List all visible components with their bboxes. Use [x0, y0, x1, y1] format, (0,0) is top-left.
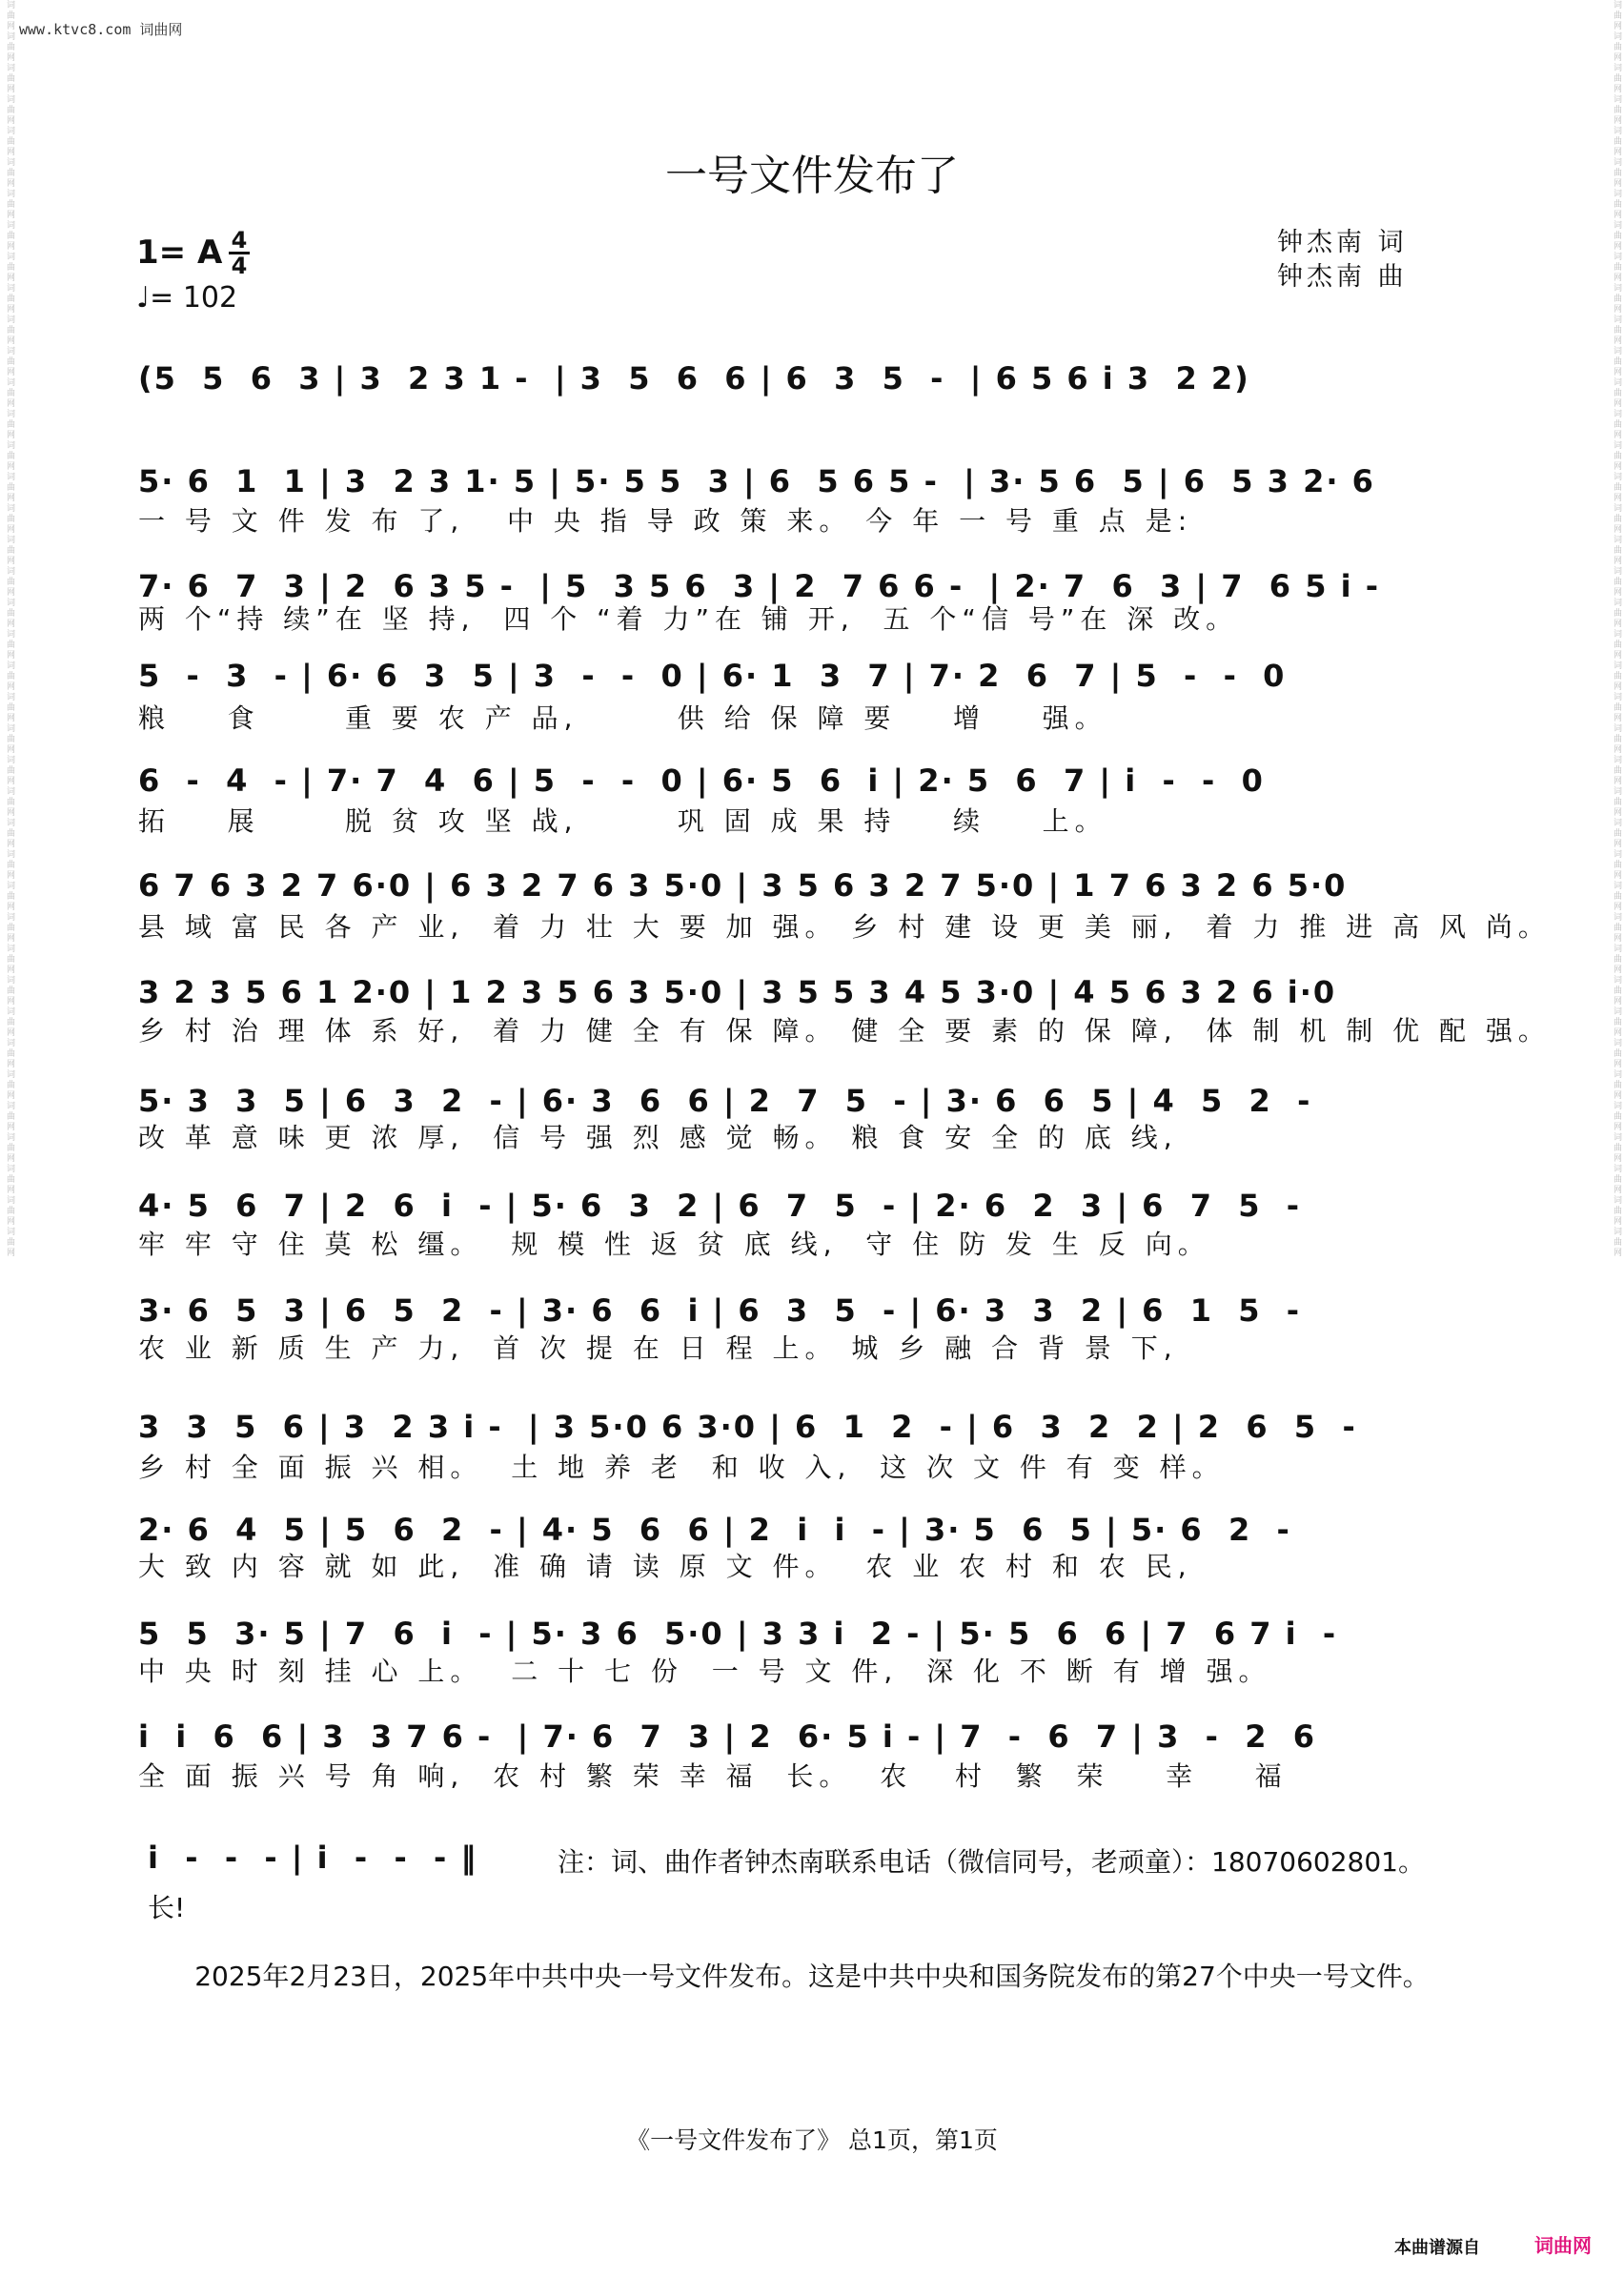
lyric-row: 改 革 意 味 更 浓 厚, 信 号 强 烈 感 觉 畅。 粮 食 安 全 的 底 线,: [138, 1122, 1178, 1153]
tail-lyric: 长!: [148, 1892, 186, 1923]
lyricist-credit: 钟杰南 词: [1277, 228, 1408, 257]
lyric-row: 一 号 文 件 发 布 了, 中 央 指 导 政 策 来。 今 年 一 号 重 点 是:: [138, 505, 1193, 537]
notation-row: 6 7 6 3 2 7 6·0 | 6 3 2 7 6 3 5·0 | 3 5 6 3 2 7 5·0 | 1 7 6 3 2 6 5·0: [138, 867, 1348, 904]
time-signature: [229, 229, 250, 277]
page-footer: 《一号文件发布了》 总1页，第1页: [626, 2126, 998, 2154]
lyric-row: 乡 村 治 理 体 系 好, 着 力 健 全 有 保 障。 健 全 要 素 的 保 障, 体 制 机 制 优 配 强。: [138, 1015, 1551, 1047]
tempo-marking: ♩= 102: [136, 281, 238, 315]
notation-row: (5 5 6 3 | 3 2 3 1 - | 3 5 6 6 | 6 3 5 - | 6 5 6 i 3 2 2): [138, 360, 1250, 396]
lyric-row: 农 业 新 质 生 产 力, 首 次 提 在 日 程 上。 城 乡 融 合 背 景 下,: [138, 1332, 1178, 1364]
lyric-row: 全 面 振 兴 号 角 响, 农 村 繁 荣 幸 福 长。 农 村 繁 荣 幸 福: [138, 1760, 1288, 1792]
source-badge-label: 本曲谱源自: [1394, 2238, 1480, 2258]
contact-note: 注：词、曲作者钟杰南联系电话（微信同号，老顽童）：18070602801。: [558, 1846, 1425, 1878]
lyric-row: 两 个“持 续”在 坚 持, 四 个 “着 力”在 铺 开, 五 个“信 号”在 深 改。: [138, 603, 1239, 635]
notation-row: 3 3 5 6 | 3 2 3 i - | 3 5·0 6 3·0 | 6 1 2 - | 6 3 2 2 | 2 6 5 -: [138, 1409, 1357, 1445]
caption-text: 2025年2月23日，2025年中共中央一号文件发布。这是中共中央和国务院发布的第27个中央一号文件。: [194, 1961, 1430, 1992]
notation-row: 3· 6 5 3 | 6 5 2 - | 3· 6 6 i | 6 3 5 - | 6· 3 3 2 | 6 1 5 -: [138, 1292, 1302, 1329]
notation-row: 7· 6 7 3 | 2 6 3 5 - | 5 3 5 6 3 | 2 7 6 6 - | 2· 7 6 3 | 7 6 5 i -: [138, 568, 1380, 604]
right-watermark-strip: 词曲网词曲网词曲网词曲网词曲网词曲网词曲网词曲网词曲网词曲网词曲网词曲网词曲网词曲网词曲网词曲网词曲网词曲网词曲网词曲网词曲网词曲网词曲网词曲网词曲网词曲网词曲网词曲网词曲网词曲网词曲网词曲网词曲网词曲网词曲网词曲网词曲网词曲网词曲网词曲网: [1612, 0, 1621, 1258]
lyric-row: 乡 村 全 面 振 兴 相。 土 地 养 老 和 收 入, 这 次 文 件 有 变 样。: [138, 1452, 1225, 1483]
lyric-row: 大 致 内 容 就 如 此, 准 确 请 读 原 文 件。 农 业 农 村 和 农 民,: [138, 1551, 1192, 1582]
lyric-row: 牢 牢 守 住 莫 松 缰。 规 模 性 返 贫 底 线, 守 住 防 发 生 反 向。: [138, 1229, 1210, 1260]
notation-row: 5· 6 1 1 | 3 2 3 1· 5 | 5· 5 5 3 | 6 5 6 5 - | 3· 5 6 5 | 6 5 3 2· 6: [138, 463, 1375, 499]
notation-row: 3 2 3 5 6 1 2·0 | 1 2 3 5 6 3 5·0 | 3 5 5 3 4 5 3·0 | 4 5 6 3 2 6 i·0: [138, 974, 1337, 1010]
notation-row: i i 6 6 | 3 3 7 6 - | 7· 6 7 3 | 2 6· 5 i - | 7 - 6 7 | 3 - 2 6: [138, 1718, 1317, 1755]
notation-row: i - - - | i - - - ‖: [148, 1840, 478, 1876]
lyric-row: 中 央 时 刻 挂 心 上。 二 十 七 份 一 号 文 件, 深 化 不 断 有 增 强。: [138, 1656, 1271, 1687]
lyric-row: 县 域 富 民 各 产 业, 着 力 壮 大 要 加 强。 乡 村 建 设 更 美 丽, 着 力 推 进 高 风 尚。: [138, 911, 1551, 943]
song-title: 一号文件发布了: [665, 152, 959, 200]
lyric-row: 粮 食 重 要 农 产 品, 供 给 保 障 要 增 强。: [138, 702, 1107, 734]
key-signature: 1= A: [136, 234, 223, 272]
composer-credit: 钟杰南 曲: [1277, 262, 1408, 292]
meter-top: 4: [231, 227, 248, 254]
notation-row: 5· 3 3 5 | 6 3 2 - | 6· 3 6 6 | 2 7 5 - | 3· 6 6 5 | 4 5 2 -: [138, 1083, 1312, 1119]
notation-row: 5 - 3 - | 6· 6 3 5 | 3 - - 0 | 6· 1 3 7 | 7· 2 6 7 | 5 - - 0: [138, 658, 1287, 694]
notation-row: 5 5 3· 5 | 7 6 i - | 5· 3 6 5·0 | 3 3 i 2 - | 5· 5 6 6 | 7 6 7 i -: [138, 1616, 1338, 1652]
notation-row: 2· 6 4 5 | 5 6 2 - | 4· 5 6 6 | 2 i i - | 3· 5 6 5 | 5· 6 2 -: [138, 1512, 1291, 1548]
notation-row: 4· 5 6 7 | 2 6 i - | 5· 6 3 2 | 6 7 5 - | 2· 6 2 3 | 6 7 5 -: [138, 1188, 1302, 1224]
lyric-row: 拓 展 脱 贫 攻 坚 战, 巩 固 成 果 持 续 上。: [138, 805, 1107, 837]
source-badge-logo[interactable]: 词曲网: [1534, 2234, 1592, 2257]
meter-bottom: 4: [231, 253, 248, 279]
notation-row: 6 - 4 - | 7· 7 4 6 | 5 - - 0 | 6· 5 6 i | 2· 5 6 7 | i - - 0: [138, 762, 1265, 799]
left-watermark-strip: 词曲网词曲网词曲网词曲网词曲网词曲网词曲网词曲网词曲网词曲网词曲网词曲网词曲网词曲网词曲网词曲网词曲网词曲网词曲网词曲网词曲网词曲网词曲网词曲网词曲网词曲网词曲网词曲网词曲网词曲网词曲网词曲网词曲网词曲网词曲网词曲网词曲网词曲网词曲网词曲网: [5, 0, 14, 1258]
site-url[interactable]: www.ktvc8.com 词曲网: [19, 21, 183, 38]
